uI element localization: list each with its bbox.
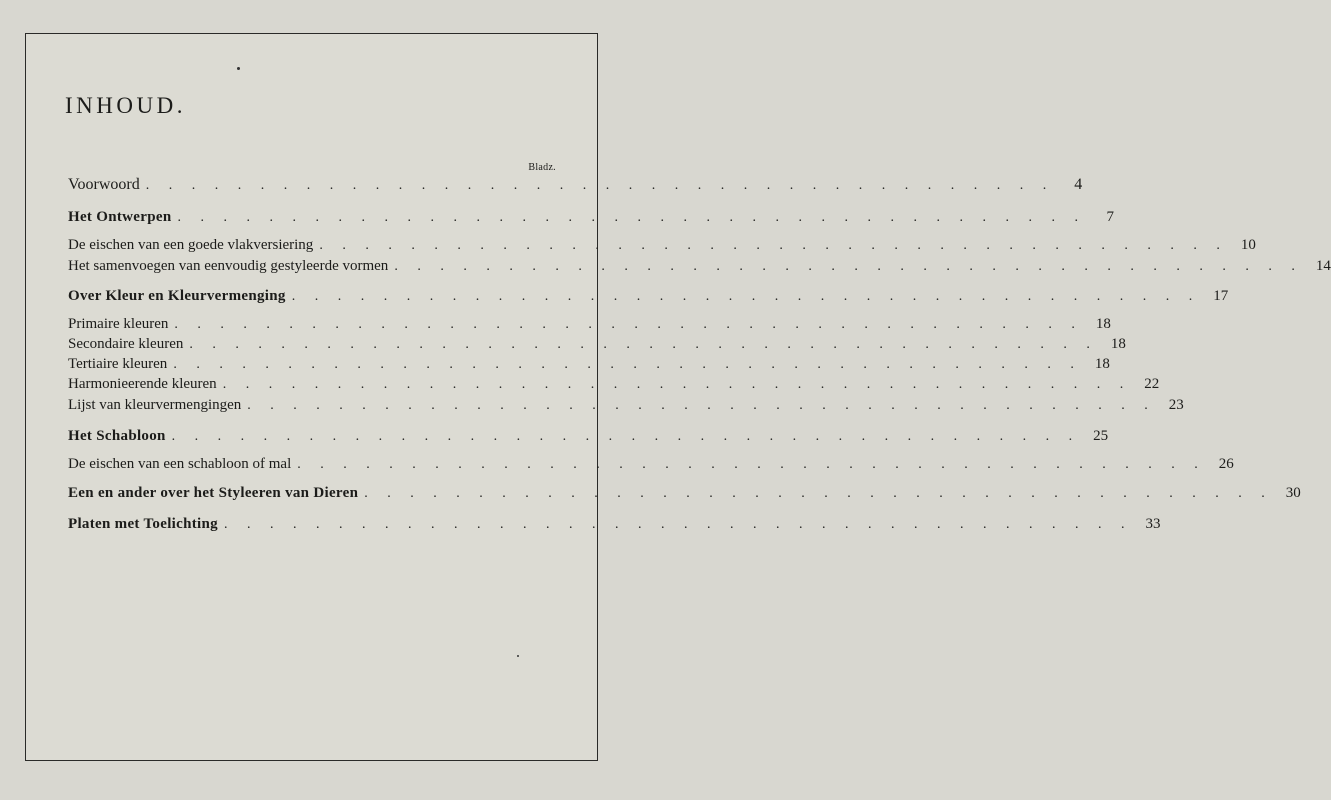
toc-entry-page: 33: [1145, 516, 1161, 532]
toc-entry-label: Harmonieerende kleuren: [68, 376, 217, 392]
toc-entry-page: 18: [1110, 336, 1126, 352]
dot-leader: . . . . . . . . . . . . . . . . . . . . . . . . . . . . . . . . . . . . . . . .: [145, 178, 1055, 193]
dot-leader: . . . . . . . . . . . . . . . . . . . . . . . . . . . . . . . . . . . . . . . .: [223, 517, 1133, 532]
toc-entry-het-schabloon: [68, 427, 1109, 446]
page-title: INHOUD.: [65, 93, 186, 118]
toc-entry-page: 22: [1144, 376, 1160, 392]
toc-entry-page: 18: [1095, 316, 1111, 332]
toc-entry-page: 23: [1168, 397, 1184, 413]
toc-entry-label: Primaire kleuren: [68, 316, 169, 332]
dot-leader: . . . . . . . . . . . . . . . . . . . . . . . . . . . . . . . . . . . . . . . .: [364, 486, 1273, 501]
dot-leader: . . . . . . . . . . . . . . . . . . . . . . . . . . . . . . . . . . . . . . . .: [297, 457, 1206, 472]
dot-leader: . . . . . . . . . . . . . . . . . . . . . . . . . . . . . . . . . . . . . . . .: [177, 210, 1086, 225]
toc-entry-secondaire-kleuren: [68, 335, 1126, 354]
toc-entry-page: 17: [1213, 288, 1229, 304]
toc-entry-page: 14: [1315, 258, 1331, 274]
dot-leader: . . . . . . . . . . . . . . . . . . . . . . . . . . . . . . . . . . . . . . . .: [291, 289, 1201, 304]
toc-entry-label: Platen met Toelichting: [68, 516, 218, 532]
toc-entry-eischen-schabloon: [68, 455, 1234, 474]
dot-leader: . . . . . . . . . . . . . . . . . . . . . . . . . . . . . . . . . . . . . . . .: [394, 259, 1303, 274]
toc-entry-page: 4: [1074, 176, 1083, 193]
toc-entry-label: Het samenvoegen van eenvoudig gestyleerde vormen: [68, 258, 389, 274]
page-column-header: Bladz.: [528, 162, 556, 173]
toc-entry-label: Over Kleur en Kleurvermenging: [68, 288, 286, 304]
toc-entry-lijst-kleurvermengingen: [68, 396, 1184, 415]
dot-leader: . . . . . . . . . . . . . . . . . . . . . . . . . . . . . . . . . . . . . . . .: [319, 238, 1228, 253]
print-speck: [517, 655, 519, 657]
toc-entry-page: 7: [1106, 209, 1114, 225]
toc-entry-page: 26: [1218, 456, 1234, 472]
toc-entry-platen-toelichting: [68, 515, 1161, 534]
toc-entry-page: 10: [1240, 237, 1256, 253]
toc-entry-het-ontwerpen: [68, 208, 1114, 227]
toc-entry-label: De eischen van een goede vlakversiering: [68, 237, 314, 253]
toc-entry-label: Een en ander over het Styleeren van Dieren: [68, 485, 359, 501]
toc-entry-voorwoord: [68, 176, 1083, 195]
toc-entry-eischen-vlakversiering: [68, 236, 1256, 255]
toc-entry-label: Voorwoord: [68, 176, 140, 193]
print-speck: [237, 67, 240, 70]
toc-entry-label: De eischen van een schabloon of mal: [68, 456, 292, 472]
toc-entry-primaire-kleuren: [68, 315, 1111, 334]
toc-entry-tertiaire-kleuren: [68, 355, 1110, 374]
toc-entry-page: 25: [1093, 428, 1109, 444]
toc-entry-over-kleur: [68, 287, 1229, 306]
toc-entry-harmonieerende-kleuren: [68, 375, 1160, 394]
dot-leader: . . . . . . . . . . . . . . . . . . . . . . . . . . . . . . . . . . . . . . . .: [173, 357, 1082, 372]
toc-entry-page: 30: [1285, 485, 1301, 501]
toc-entry-label: Lijst van kleurvermengingen: [68, 397, 242, 413]
dot-leader: . . . . . . . . . . . . . . . . . . . . . . . . . . . . . . . . . . . . . . . .: [222, 377, 1132, 392]
toc-entry-label: Het Schabloon: [68, 428, 166, 444]
toc-entry-page: 18: [1094, 356, 1110, 372]
dot-leader: . . . . . . . . . . . . . . . . . . . . . . . . . . . . . . . . . . . . . . . .: [171, 429, 1081, 444]
toc-entry-label: Tertiaire kleuren: [68, 356, 168, 372]
toc-entry-samenvoegen-vormen: [68, 257, 1331, 276]
toc-entry-label: Secondaire kleuren: [68, 336, 184, 352]
toc-entry-styleeren-dieren: [68, 484, 1301, 503]
dot-leader: . . . . . . . . . . . . . . . . . . . . . . . . . . . . . . . . . . . . . . . .: [174, 317, 1083, 332]
toc-entry-label: Het Ontwerpen: [68, 209, 172, 225]
dot-leader: . . . . . . . . . . . . . . . . . . . . . . . . . . . . . . . . . . . . . . . .: [189, 337, 1098, 352]
dot-leader: . . . . . . . . . . . . . . . . . . . . . . . . . . . . . . . . . . . . . . . .: [247, 398, 1156, 413]
